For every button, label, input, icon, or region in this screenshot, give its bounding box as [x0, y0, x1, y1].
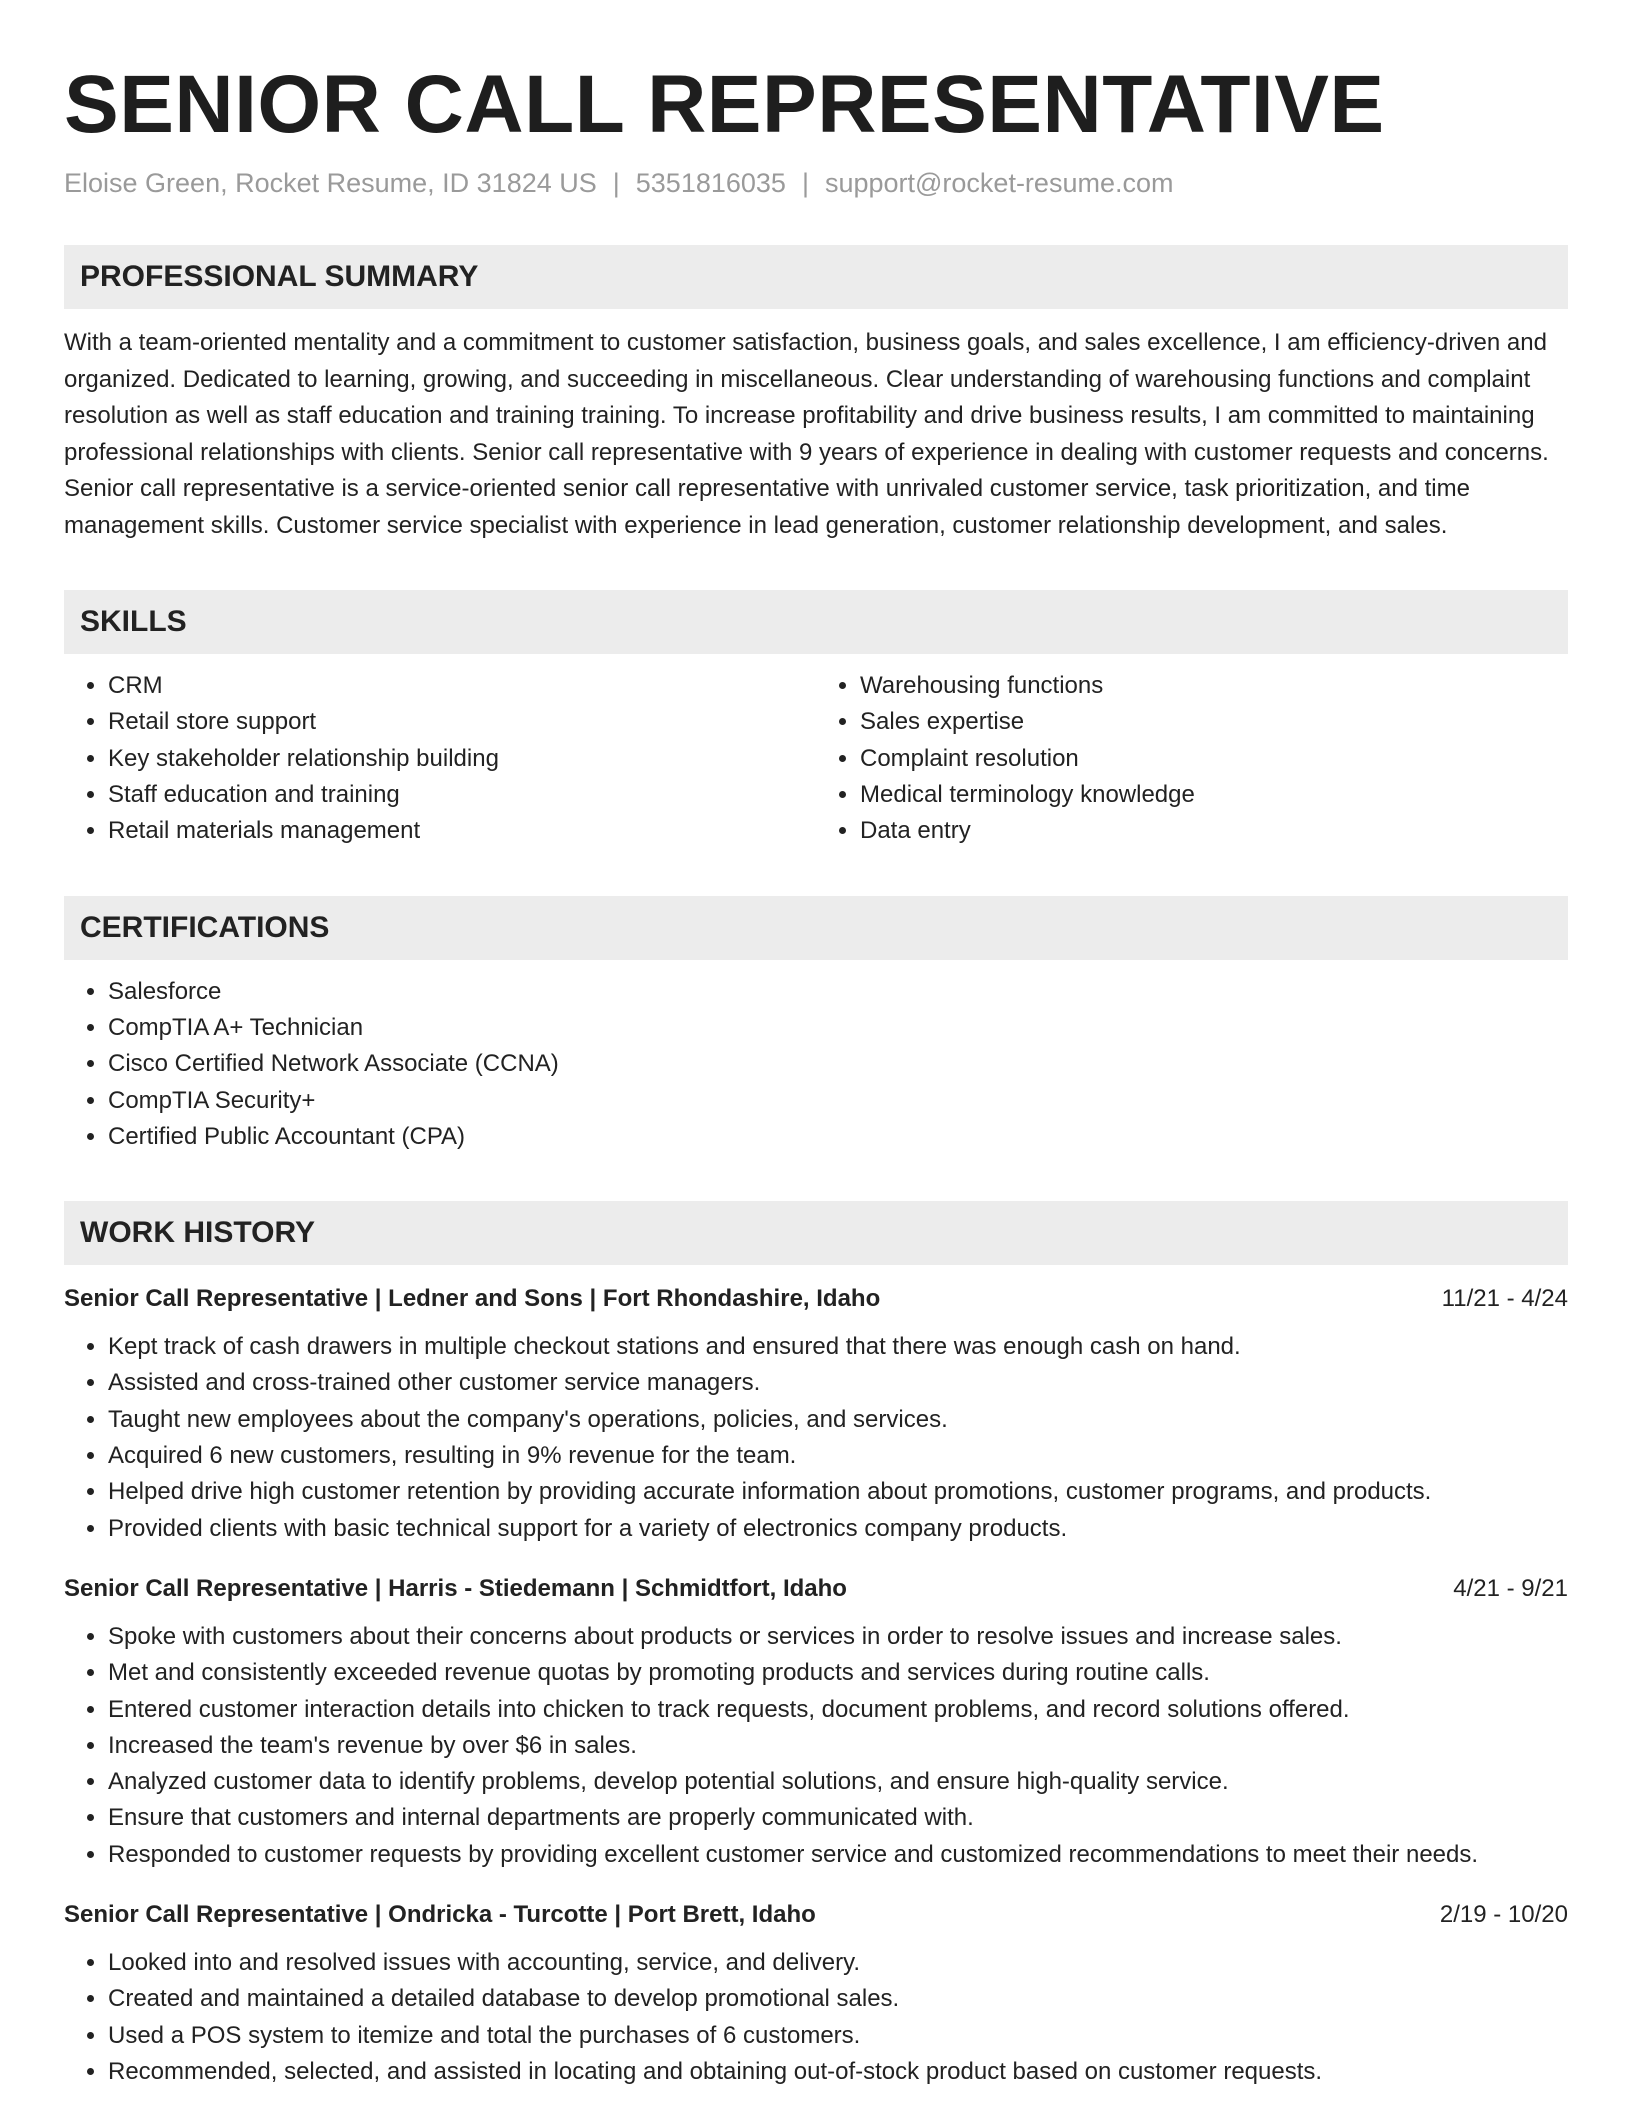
job-entry — [64, 1575, 1568, 1873]
job-title: Senior Call Representative | Ledner and Sons | Fort Rhondashire, Idaho — [64, 1285, 881, 1313]
summary-heading: PROFESSIONAL SUMMARY — [64, 245, 1568, 309]
skills-heading: SKILLS — [64, 590, 1568, 654]
job-header — [64, 1901, 1568, 1929]
work-history-heading: WORK HISTORY — [64, 1201, 1568, 1265]
list-item: • Key stakeholder relationship building — [108, 741, 816, 777]
list-item: • Data entry — [860, 813, 1568, 849]
job-title: Senior Call Representative | Ondricka - Turcotte | Port Brett, Idaho — [64, 1901, 816, 1929]
list-item: • Created and maintained a detailed database to develop promotional sales. — [108, 1981, 1568, 2017]
skills-list-left — [64, 668, 816, 849]
list-item: • Used a POS system to itemize and total the purchases of 6 customers. — [108, 2018, 1568, 2054]
skills-columns — [64, 668, 1568, 849]
job-entry — [64, 1901, 1568, 2090]
list-item: • Sales expertise — [860, 704, 1568, 740]
list-item: • Increased the team's revenue by over $6 in sales. — [108, 1728, 1568, 1764]
resume-title: SENIOR CALL REPRESENTATIVE — [64, 59, 1385, 150]
summary-text: With a team-oriented mentality and a commitment to customer satisfaction, business goals, and sales excellence, I am efficiency-driven and organized. Dedicated to learning, growing, and succeeding in miscellaneous. Clear understanding of warehousing functions and complaint resolution as well as staff education and training training. To increase profitability and drive business results, I am committed to maintaining professional relationships with clients. Senior call representative with 9 years of experience in dealing with customer requests and concerns. Senior call representative is a service-oriented senior call representative with unrivaled customer service, task prioritization, and time management skills. Customer service specialist with experience in lead generation, customer relationship development, and sales. — [64, 329, 1549, 539]
job-header — [64, 1285, 1568, 1313]
list-item: • CRM — [108, 668, 816, 704]
certifications-heading: CERTIFICATIONS — [64, 896, 1568, 960]
job-bullets — [64, 1619, 1568, 1873]
contact-line — [64, 168, 1568, 199]
list-item: • Recommended, selected, and assisted in locating and obtaining out-of-stock product based on customer requests. — [108, 2054, 1568, 2090]
list-item: • Certified Public Accountant (CPA) — [108, 1119, 1568, 1155]
contact-address: Eloise Green, Rocket Resume, ID 31824 US — [64, 168, 597, 199]
list-item: • Medical terminology knowledge — [860, 777, 1568, 813]
list-item: • Responded to customer requests by providing excellent customer service and customized recommendations to meet their needs. — [108, 1837, 1568, 1873]
list-item: • Entered customer interaction details into chicken to track requests, document problems, and record solutions offered. — [108, 1692, 1568, 1728]
list-item: • Acquired 6 new customers, resulting in 9% revenue for the team. — [108, 1438, 1568, 1474]
list-item: • Ensure that customers and internal departments are properly communicated with. — [108, 1800, 1568, 1836]
list-item: • CompTIA A+ Technician — [108, 1010, 1568, 1046]
job-header — [64, 1575, 1568, 1603]
list-item: • Looked into and resolved issues with accounting, service, and delivery. — [108, 1945, 1568, 1981]
job-bullets — [64, 1945, 1568, 2090]
list-item: • Cisco Certified Network Associate (CCNA) — [108, 1046, 1568, 1082]
list-item: • Salesforce — [108, 974, 1568, 1010]
work-history-list — [64, 1285, 1568, 2090]
certifications-list — [64, 974, 1568, 1155]
list-item: • Complaint resolution — [860, 741, 1568, 777]
list-item: • Assisted and cross-trained other customer service managers. — [108, 1365, 1568, 1401]
job-dates: 11/21 - 4/24 — [1441, 1285, 1568, 1313]
contact-phone: 5351816035 — [635, 168, 786, 199]
list-item: • Helped drive high customer retention by providing accurate information about promotions, customer programs, and products. — [108, 1474, 1568, 1510]
list-item: • CompTIA Security+ — [108, 1083, 1568, 1119]
list-item: • Retail store support — [108, 704, 816, 740]
job-dates: 4/21 - 9/21 — [1453, 1574, 1568, 1602]
job-dates: 2/19 - 10/20 — [1439, 1901, 1568, 1929]
list-item: • Provided clients with basic technical support for a variety of electronics company products. — [108, 1511, 1568, 1547]
list-item: • Analyzed customer data to identify problems, develop potential solutions, and ensure high-quality service. — [108, 1764, 1568, 1800]
contact-email: support@rocket-resume.com — [824, 168, 1174, 199]
job-entry — [64, 1285, 1568, 1547]
list-item: • Retail materials management — [108, 813, 816, 849]
contact-separator: | — [612, 168, 620, 199]
list-item: • Spoke with customers about their concerns about products or services in order to resolve issues and increase sales. — [108, 1619, 1568, 1655]
list-item: • Staff education and training — [108, 777, 816, 813]
job-title: Senior Call Representative | Harris - Stiedemann | Schmidtfort, Idaho — [64, 1574, 847, 1602]
list-item: • Met and consistently exceeded revenue quotas by promoting products and services during routine calls. — [108, 1655, 1568, 1691]
job-bullets — [64, 1329, 1568, 1547]
contact-separator: | — [801, 168, 809, 199]
list-item: • Kept track of cash drawers in multiple checkout stations and ensured that there was enough cash on hand. — [108, 1329, 1568, 1365]
list-item: • Warehousing functions — [860, 668, 1568, 704]
list-item: • Taught new employees about the company's operations, policies, and services. — [108, 1402, 1568, 1438]
skills-list-right — [816, 668, 1568, 849]
